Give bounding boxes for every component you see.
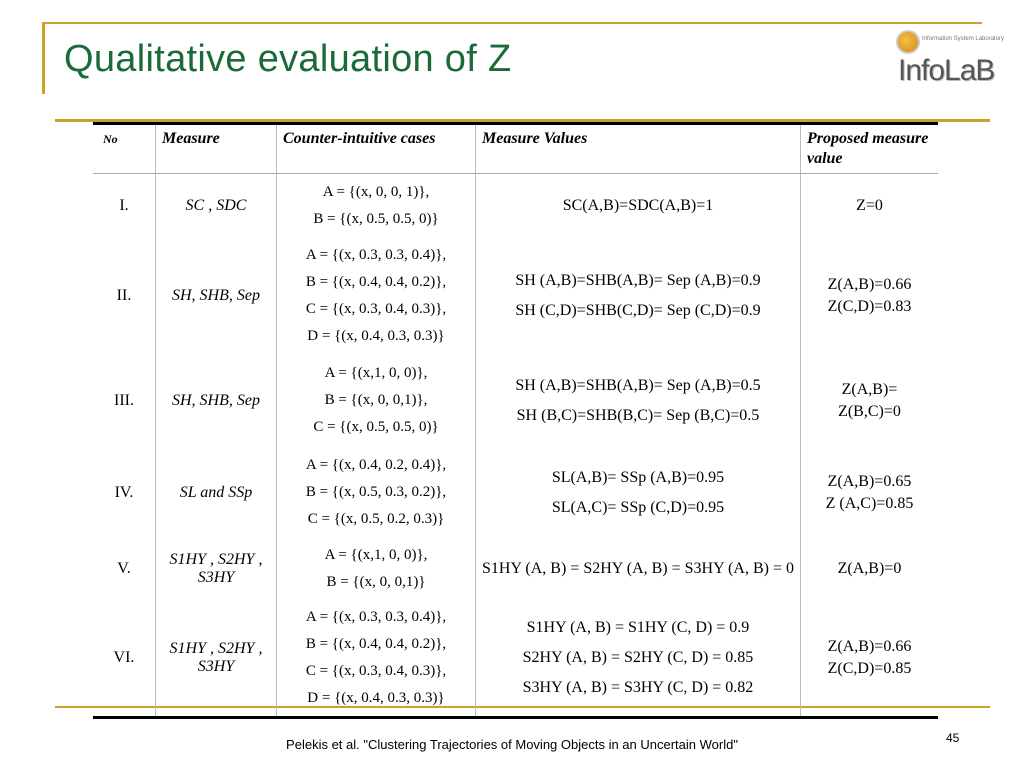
proposed-value-line: Z(A,B)= bbox=[841, 380, 898, 398]
infolab-logo bbox=[894, 28, 1005, 94]
case-set-line: C = {(x, 0.5, 0.2, 0.3)} bbox=[307, 511, 445, 527]
measure-value-line: SL(A,B)= SSp (A,B)=0.95 bbox=[551, 468, 725, 486]
case-set-line: C = {(x, 0.3, 0.4, 0.3)}, bbox=[305, 662, 447, 679]
row-proposed bbox=[800, 174, 938, 238]
proposed-value-line: Z(A,B)=0.66 bbox=[827, 637, 912, 655]
table-header-row bbox=[93, 124, 938, 174]
row-measure: SL and SSp bbox=[156, 448, 277, 538]
row-values bbox=[476, 448, 801, 538]
row-number: VI. bbox=[113, 648, 135, 666]
row-cases bbox=[277, 174, 476, 238]
row-cases bbox=[277, 354, 476, 448]
page-title: Qualitative evaluation of Z bbox=[64, 38, 512, 80]
case-set-line: A = {(x, 0.3, 0.3, 0.4)}, bbox=[305, 246, 447, 263]
case-set-line: D = {(x, 0.4, 0.3, 0.3)} bbox=[307, 327, 445, 344]
measure-value-line: S2HY (A, B) = S2HY (C, D) = 0.85 bbox=[522, 648, 754, 666]
table-body bbox=[93, 174, 938, 718]
row-number: II. bbox=[116, 286, 132, 304]
table-row bbox=[93, 448, 938, 538]
table-row bbox=[93, 538, 938, 600]
proposed-value-line: Z(A,B)=0 bbox=[837, 559, 902, 577]
row-values bbox=[476, 600, 801, 718]
evaluation-table bbox=[93, 122, 938, 719]
header-cases: Counter-intuitive cases bbox=[277, 124, 476, 174]
row-number: I. bbox=[119, 196, 129, 214]
case-set-line: B = {(x, 0.5, 0.3, 0.2)}, bbox=[305, 484, 447, 500]
proposed-value-line: Z(B,C)=0 bbox=[838, 402, 901, 420]
proposed-value-line: Z(C,D)=0.85 bbox=[827, 659, 912, 677]
proposed-value-line: Z(A,B)=0.65 bbox=[827, 472, 912, 490]
row-measure: S1HY , S2HY , S3HY bbox=[156, 538, 277, 600]
logo-emblem-icon bbox=[896, 30, 920, 54]
logo-subtitle: Information System Laboratory bbox=[922, 36, 1005, 42]
row-proposed bbox=[800, 238, 938, 354]
row-values bbox=[476, 174, 801, 238]
proposed-value-line: Z(C,D)=0.83 bbox=[827, 297, 912, 315]
measure-value-line: SH (A,B)=SHB(A,B)= Sep (A,B)=0.9 bbox=[515, 271, 761, 289]
row-number: III. bbox=[114, 391, 134, 409]
row-values bbox=[476, 238, 801, 354]
logo-wordmark: InfoLaB bbox=[898, 54, 995, 87]
measure-value-line: SH (C,D)=SHB(C,D)= Sep (C,D)=0.9 bbox=[515, 301, 761, 319]
case-set-line: B = {(x, 0.5, 0.5, 0)} bbox=[313, 210, 439, 227]
case-set-line: D = {(x, 0.4, 0.3, 0.3)} bbox=[307, 689, 445, 706]
row-measure: SC , SDC bbox=[156, 174, 277, 238]
case-set-line: A = {(x, 0, 0, 1)}, bbox=[322, 183, 430, 200]
case-set-line: B = {(x, 0.4, 0.4, 0.2)}, bbox=[305, 635, 447, 652]
row-cases bbox=[277, 538, 476, 600]
measure-value-line: SH (B,C)=SHB(B,C)= Sep (B,C)=0.5 bbox=[516, 406, 760, 424]
measure-value-line: S1HY (A, B) = S2HY (A, B) = S3HY (A, B) = 0 bbox=[482, 559, 794, 577]
row-number: IV. bbox=[114, 483, 134, 501]
row-proposed bbox=[800, 538, 938, 600]
case-set-line: A = {(x, 0.4, 0.2, 0.4)}, bbox=[305, 457, 447, 473]
measure-value-line: SL(A,C)= SSp (C,D)=0.95 bbox=[551, 498, 725, 516]
table-row bbox=[93, 354, 938, 448]
measure-value-line: SC(A,B)=SDC(A,B)=1 bbox=[562, 196, 714, 214]
row-number: V. bbox=[117, 559, 131, 577]
citation-footer: Pelekis et al. "Clustering Trajectories of Moving Objects in an Uncertain World" bbox=[286, 737, 738, 752]
case-set-line: C = {(x, 0.5, 0.5, 0)} bbox=[313, 419, 439, 435]
page-number: 45 bbox=[946, 731, 960, 745]
measure-value-line: S1HY (A, B) = S1HY (C, D) = 0.9 bbox=[526, 618, 750, 636]
row-proposed bbox=[800, 448, 938, 538]
row-cases bbox=[277, 238, 476, 354]
case-set-line: A = {(x, 0.3, 0.3, 0.4)}, bbox=[305, 608, 447, 625]
case-set-line: B = {(x, 0, 0,1)}, bbox=[324, 392, 428, 408]
case-set-line: C = {(x, 0.3, 0.4, 0.3)}, bbox=[305, 300, 447, 317]
measure-value-line: SH (A,B)=SHB(A,B)= Sep (A,B)=0.5 bbox=[515, 376, 761, 394]
case-set-line: A = {(x,1, 0, 0)}, bbox=[324, 365, 428, 381]
proposed-value-line: Z=0 bbox=[856, 196, 883, 214]
case-set-line: B = {(x, 0, 0,1)} bbox=[326, 573, 426, 590]
header-measure: Measure bbox=[156, 124, 277, 174]
case-set-line: A = {(x,1, 0, 0)}, bbox=[324, 546, 428, 563]
row-values bbox=[476, 354, 801, 448]
frame-top-rule bbox=[42, 22, 982, 24]
measure-value-line: S3HY (A, B) = S3HY (C, D) = 0.82 bbox=[522, 678, 754, 696]
table-row bbox=[93, 238, 938, 354]
table-row bbox=[93, 174, 938, 238]
row-cases bbox=[277, 448, 476, 538]
table-row bbox=[93, 600, 938, 718]
header-values: Measure Values bbox=[476, 124, 801, 174]
frame-left-rule bbox=[42, 22, 45, 94]
row-cases bbox=[277, 600, 476, 718]
row-proposed bbox=[800, 354, 938, 448]
header-proposed: Proposed measure value bbox=[800, 124, 938, 174]
case-set-line: B = {(x, 0.4, 0.4, 0.2)}, bbox=[305, 273, 447, 290]
row-measure: SH, SHB, Sep bbox=[156, 238, 277, 354]
row-measure: SH, SHB, Sep bbox=[156, 354, 277, 448]
proposed-value-line: Z (A,C)=0.85 bbox=[825, 494, 914, 512]
row-values bbox=[476, 538, 801, 600]
row-proposed bbox=[800, 600, 938, 718]
header-no: No bbox=[93, 124, 156, 174]
row-measure: S1HY , S2HY , S3HY bbox=[156, 600, 277, 718]
proposed-value-line: Z(A,B)=0.66 bbox=[827, 275, 912, 293]
